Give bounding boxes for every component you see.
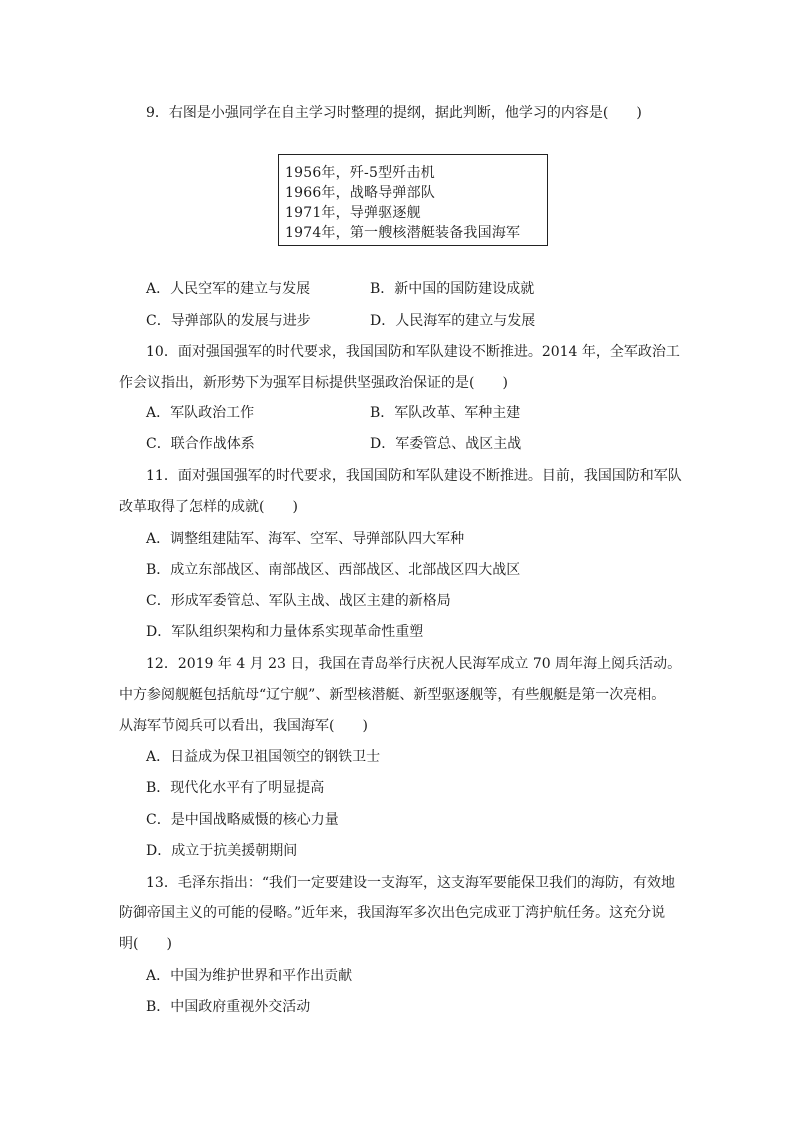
question-11-stem-line-2: 改革取得了怎样的成就( ) [119,499,298,515]
outline-item-1966: 1966年，战略导弹部队 [285,185,436,201]
question-9-stem: 9．右图是小强同学在自主学习时整理的提纲，据此判断，他学习的内容是( ) [146,105,642,121]
question-11-option-a: A．调整组建陆军、海军、空军、导弹部队四大军种 [146,531,465,547]
question-9-option-a: A．人民空军的建立与发展 [146,281,311,297]
question-12-stem-line-2: 中方参阅舰艇包括航母“辽宁舰”、新型核潜艇、新型驱逐舰等，有些舰艇是第一次亮相。 [119,687,666,703]
question-9-outline-box [278,154,548,246]
question-12-stem-line-1: 12．2019 年 4 月 23 日，我国在青岛举行庆祝人民海军成立 70 周年海上阅兵活动。 [146,656,682,672]
question-9-option-c: C．导弹部队的发展与进步 [146,313,311,329]
question-12-option-a: A．日益成为保卫祖国领空的钢铁卫士 [146,749,381,765]
question-12-option-c: C．是中国战略威慑的核心力量 [146,812,339,828]
question-10-stem-line-2: 作会议指出，新形势下为强军目标提供坚强政治保证的是( ) [119,375,508,391]
question-11-option-d: D．军队组织架构和力量体系实现革命性重塑 [146,624,424,640]
outline-item-1974: 1974年，第一艘核潜艇装备我国海军 [285,225,521,241]
outline-item-1971: 1971年，导弹驱逐舰 [285,205,421,221]
question-10-option-d: D．军委管总、战区主战 [370,436,522,452]
question-11-option-b: B．成立东部战区、南部战区、西部战区、北部战区四大战区 [146,562,521,578]
question-13-option-a: A．中国为维护世界和平作出贡献 [146,968,353,984]
question-10-option-c: C．联合作战体系 [146,436,255,452]
question-9-option-b: B．新中国的国防建设成就 [370,281,535,297]
question-13-stem-line-2: 防御帝国主义的可能的侵略。”近年来，我国海军多次出色完成亚丁湾护航任务。这充分说 [119,905,666,921]
question-11-stem-line-1: 11．面对强国强军的时代要求，我国国防和军队建设不断推进。目前，我国国防和军队 [146,468,682,484]
question-13-stem-line-3: 明( ) [119,936,172,952]
question-10-stem-line-1: 10．面对强国强军的时代要求，我国国防和军队建设不断推进。2014 年，全军政治工 [146,344,680,360]
outline-item-1956: 1956年，歼-5型歼击机 [285,165,435,181]
question-13-stem-line-1: 13．毛泽东指出：“我们一定要建设一支海军，这支海军要能保卫我们的海防，有效地 [146,875,675,891]
question-10-option-a: A．军队政治工作 [146,405,255,421]
question-12-stem-line-3: 从海军节阅兵可以看出，我国海军( ) [119,718,368,734]
question-13-option-b: B．中国政府重视外交活动 [146,999,311,1015]
question-9-option-d: D．人民海军的建立与发展 [370,313,536,329]
question-12-option-d: D．成立于抗美援朝期间 [146,843,298,859]
question-10-option-b: B．军队改革、军种主建 [370,405,521,421]
question-12-option-b: B．现代化水平有了明显提高 [146,780,325,796]
question-11-option-c: C．形成军委管总、军队主战、战区主建的新格局 [146,593,451,609]
